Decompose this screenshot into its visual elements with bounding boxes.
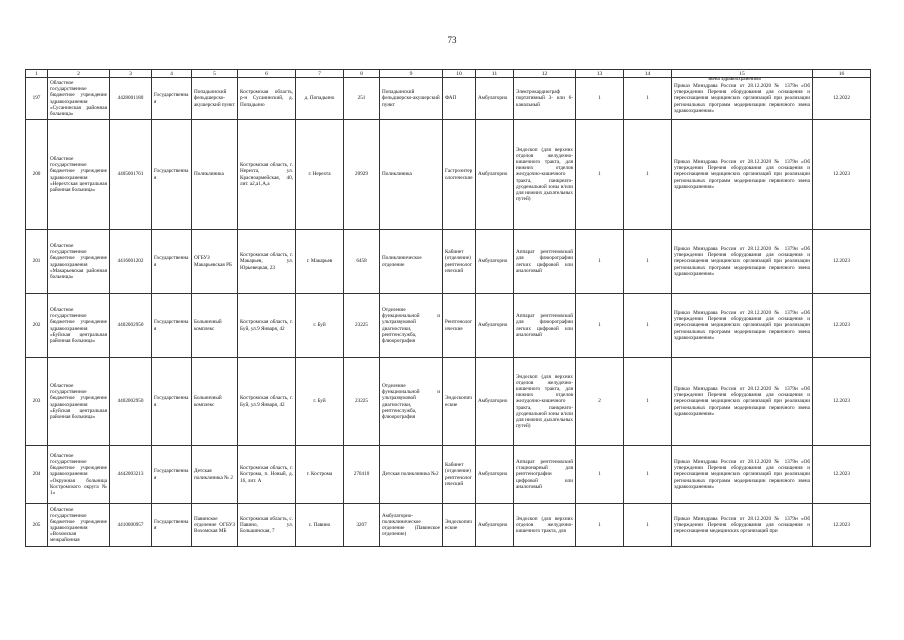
header-cell: 5 [192, 70, 238, 78]
header-cell: 11 [476, 70, 514, 78]
cell-sub: Поликлиника [380, 120, 443, 230]
cell-q2: 1 [624, 230, 672, 294]
table-row [26, 504, 871, 547]
cell-unit: Попадьинский фельдшерско-акушерский пункт [192, 78, 238, 120]
header-cell: 3 [110, 70, 152, 78]
cell-mode: Амбулаторно [476, 294, 514, 358]
cell-addr: Костромская область, р-н Сусанинский, д. Попадьино [238, 78, 296, 120]
cell-doc: Приказ Минздрава России от 28.12.2020 № 1379н «Об утверждении Перечня оборудования для оснащения и переоснащения медицинских организаций при реализации региональных программ модернизации первичного звена здравоохранения» [672, 230, 813, 294]
cell-mode: Амбулаторно [476, 504, 514, 547]
cell-sub: Амбулаторно-поликлиническое отделение (Павинское отделение) [380, 504, 443, 547]
cell-equip: Эндоскоп (для верхних отделов желудочно-кишечного тракта, для [514, 504, 576, 547]
cell-q1: 1 [576, 504, 624, 547]
header-cell: 14 [624, 70, 672, 78]
cell-pop: 3207 [344, 504, 380, 547]
cell-unit: Больничный комплекс [192, 358, 238, 446]
cell-inn: 4405001761 [110, 120, 152, 230]
cell-loc: г. Нерехта [296, 120, 344, 230]
cell-mode: Амбулаторно [476, 230, 514, 294]
cell-own: Государственная [152, 120, 192, 230]
cell-addr: Костромская область, г. Нерехта, ул. Красноармейская, 40, лит. а2,а1,А,а [238, 120, 296, 230]
cell-dept: ФАП [443, 78, 476, 120]
cell-q1: 1 [576, 120, 624, 230]
cell-own: Государственная [152, 294, 192, 358]
table-row [26, 120, 871, 230]
cell-mode: Амбулаторно [476, 120, 514, 230]
cell-org: Областное государственное бюджетное учреждение здравоохранения «Буйская центральная районная больница» [48, 358, 110, 446]
cell-mode: Амбулаторно [476, 446, 514, 504]
cell-addr: Костромская область, г. Буй, ул.9 Января, 42 [238, 294, 296, 358]
cell-mode: Амбулаторно [476, 358, 514, 446]
cell-unit: Больничный комплекс [192, 294, 238, 358]
cell-n: 201 [26, 230, 48, 294]
cell-sub: Поликлиническое отделение [380, 230, 443, 294]
cell-doc: Приказ Минздрава России от 28.12.2020 № 1379н «Об утверждении Перечня оборудования для оснащения и переоснащения медицинских организаций при реализации региональных программ модернизации первичного звена здравоохранения» [672, 446, 813, 504]
cell-date: 12.2023 [813, 120, 871, 230]
cell-dept: Гастроэнтерологические [443, 120, 476, 230]
table-row [26, 446, 871, 504]
cell-loc: г. Кострома [296, 446, 344, 504]
cell-q1: 1 [576, 230, 624, 294]
cell-inn: 4416001202 [110, 230, 152, 294]
cell-org: Областное государственное бюджетное учреждение здравоохранения «Сусанинская районная больница» [48, 78, 110, 120]
cell-org: Областное государственное бюджетное учреждение здравоохранения «Вохомская межрайонная [48, 504, 110, 547]
cell-equip: Электрокардиограф портативный 3- или 6-канальный [514, 78, 576, 120]
cell-doc: Приказ Минздрава России от 28.12.2020 № 1379н «Об утверждении Перечня оборудования для оснащения и переоснащения медицинских организаций при реализации региональных программ модернизации первичного звена здравоохранения» [672, 294, 813, 358]
header-cell: 12 [514, 70, 576, 78]
cell-dept: Эндоскопические [443, 504, 476, 547]
cell-unit: Детская поликлиника № 2 [192, 446, 238, 504]
header-cell: 6 [238, 70, 296, 78]
cell-org: Областное государственное бюджетное учреждение здравоохранения «Окружная больница Костромского округа № 1» [48, 446, 110, 504]
cell-doc: Приказ Минздрава России от 28.12.2020 № 1379н «Об утверждении Перечня оборудования для оснащения и переоснащения медицинских организаций при [672, 504, 813, 547]
cell-addr: Костромская область, г. Макарьев, ул. Юрьевецкая, 23 [238, 230, 296, 294]
cell-org: Областное государственное бюджетное учреждение здравоохранения «Макарьевская районная больница» [48, 230, 110, 294]
cell-pop: 251 [344, 78, 380, 120]
table-row [26, 78, 871, 120]
cell-n: 200 [26, 120, 48, 230]
cell-unit: Поликлиника [192, 120, 238, 230]
cell-q2: 1 [624, 78, 672, 120]
cell-equip: Аппарат рентгеновский для флюорографии легких цифровой или аналоговый [514, 294, 576, 358]
cell-n: 203 [26, 358, 48, 446]
cell-sub: Отделение функциональной и ультразвуковой диагностики, рентгенслужба, флюорография [380, 358, 443, 446]
cell-q2: 1 [624, 358, 672, 446]
cell-n: 204 [26, 446, 48, 504]
cell-date: 12.2023 [813, 230, 871, 294]
cell-q2: 1 [624, 446, 672, 504]
cell-addr: Костромская область, г. Кострома, п. Новый, д. 16, лит. А [238, 446, 296, 504]
cell-sub: Отделение функциональной и ультразвуковой диагностики, рентгенслужба, флюорография [380, 294, 443, 358]
cell-addr: Костромская область, г. Буй, ул.9 Января, 42 [238, 358, 296, 446]
cell-inn: 4402002950 [110, 294, 152, 358]
cell-own: Государственная [152, 78, 192, 120]
table-row [26, 230, 871, 294]
header-cell: 7 [296, 70, 344, 78]
equipment-table [25, 69, 871, 547]
cell-q2: 1 [624, 504, 672, 547]
cell-pop: 23225 [344, 294, 380, 358]
cell-dept: Кабинет (отделение) рентгенологический [443, 446, 476, 504]
cell-n: 197 [26, 78, 48, 120]
cell-n: 205 [26, 504, 48, 547]
cell-loc: д. Попадьино [296, 78, 344, 120]
cell-doc: Приказ Минздрава России от 28.12.2020 № 1379н «Об утверждении Перечня оборудования для оснащения и переоснащения медицинских организаций при реализации региональных программ модернизации первичного звена здравоохранения» [672, 358, 813, 446]
cell-equip: Аппарат рентгеновский для флюорографии легких цифровой или аналоговый [514, 230, 576, 294]
cell-addr: Костромская область, с. Павино, ул. Большинская, 7 [238, 504, 296, 547]
cell-doc: Приказ Минздрава России от 28.12.2020 № 1379н «Об утверждении Перечня оборудования для оснащения и переоснащения медицинских организаций при реализации региональных программ модернизации первичного звена здравоохранения» [672, 120, 813, 230]
cell-date: 12.2023 [813, 504, 871, 547]
cell-inn: 4410000957 [110, 504, 152, 547]
cell-pop: 20929 [344, 120, 380, 230]
cell-equip: Аппарат рентгеновский стационарный для рентгенографии цифровой или аналоговый [514, 446, 576, 504]
cell-inn: 4428001180 [110, 78, 152, 120]
cell-org: Областное государственное бюджетное учреждение здравоохранения «Буйская центральная районная больница» [48, 294, 110, 358]
header-cell: 10 [443, 70, 476, 78]
header-cell: 15 [672, 70, 813, 78]
cell-equip: Эндоскоп (для верхних отделов желудочно-кишечного тракта, для нижних отделов желудочно-кишечного тракта, панкреато-дуоденальной зоны и/или для нижних дыхательных путей) [514, 358, 576, 446]
cell-dept: Эндоскопические [443, 358, 476, 446]
header-cell: 4 [152, 70, 192, 78]
cell-q2: 1 [624, 294, 672, 358]
header-cell: 1 [26, 70, 48, 78]
cell-loc: г. Буй [296, 358, 344, 446]
cell-loc: с. Павино [296, 504, 344, 547]
cell-inn: 4442003213 [110, 446, 152, 504]
cell-dept: Кабинет (отделение) рентгенологический [443, 230, 476, 294]
page-number: 73 [447, 35, 457, 45]
carryover-text: звена здравоохранения» [708, 76, 762, 82]
cell-own: Государственная [152, 446, 192, 504]
cell-q1: 1 [576, 294, 624, 358]
cell-q1: 2 [576, 358, 624, 446]
table-row [26, 294, 871, 358]
cell-q1: 1 [576, 78, 624, 120]
cell-q1: 1 [576, 446, 624, 504]
header-cell: 8 [344, 70, 380, 78]
cell-date: 12.2023 [813, 358, 871, 446]
cell-date: 12.2023 [813, 446, 871, 504]
cell-unit: Павинское отделение ОГБУЗ Вохомская МБ [192, 504, 238, 547]
cell-sub: Детская поликлиника №2 [380, 446, 443, 504]
cell-dept: Рентгенологические [443, 294, 476, 358]
cell-own: Государственная [152, 230, 192, 294]
cell-q2: 1 [624, 120, 672, 230]
cell-date: 12.2023 [813, 294, 871, 358]
header-cell: 13 [576, 70, 624, 78]
cell-date: 12.2022 [813, 78, 871, 120]
cell-own: Государственная [152, 358, 192, 446]
cell-org: Областное государственное бюджетное учреждение здравоохранения «Нерехтская центральная районная больница» [48, 120, 110, 230]
header-cell: 2 [48, 70, 110, 78]
cell-doc: Приказ Минздрава России от 28.12.2020 № 1379н «Об утверждении Перечня оборудования для оснащения и переоснащения медицинских организаций при реализации региональных программ модернизации первичного звена здравоохранения» [672, 78, 813, 120]
header-cell: 9 [380, 70, 443, 78]
cell-loc: г. Макарьев [296, 230, 344, 294]
cell-loc: г. Буй [296, 294, 344, 358]
table-row [26, 358, 871, 446]
cell-pop: 270410 [344, 446, 380, 504]
cell-pop: 6458 [344, 230, 380, 294]
header-cell: 16 [813, 70, 871, 78]
cell-inn: 4402002950 [110, 358, 152, 446]
cell-own: Государственная [152, 504, 192, 547]
cell-equip: Эндоскоп (для верхних отделов желудочно-кишечного тракта, для нижних отделов желудочно-кишечного тракта, панкреато-дуоденальной зоны и/или для нижних дыхательных путей) [514, 120, 576, 230]
cell-sub: Попадьинский фельдшерско-акушерский пункт [380, 78, 443, 120]
cell-mode: Амбулаторно [476, 78, 514, 120]
cell-n: 202 [26, 294, 48, 358]
cell-pop: 23225 [344, 358, 380, 446]
cell-unit: ОГБУЗ Макарьевская РБ [192, 230, 238, 294]
